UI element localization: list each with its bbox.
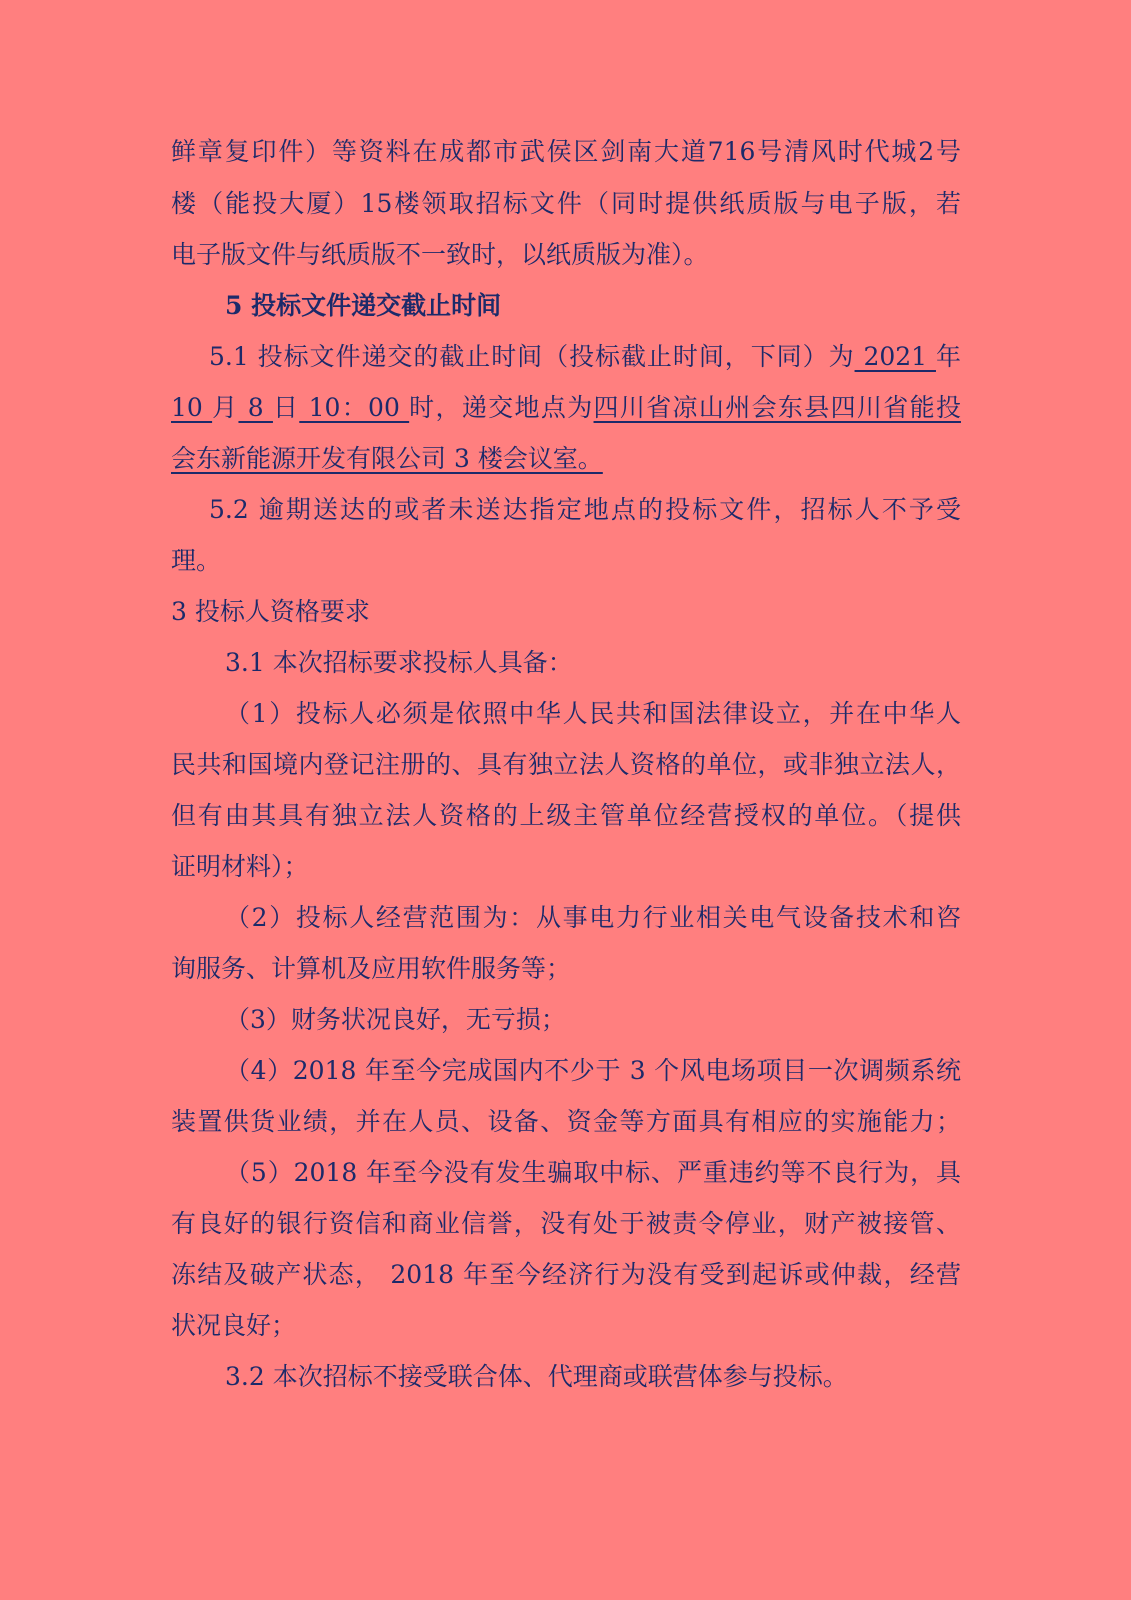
deadline-time: 10：00 [299, 393, 410, 422]
submission-place-cont: 会东新能源开发有限公司 3 楼会议室。 [171, 444, 603, 473]
clause-5-1-line [171, 391, 961, 425]
item-5-line: 冻结及破产状态， 2018 年至今经济行为没有受到起诉或仲裁，经营 [171, 1260, 961, 1289]
deadline-month: 10 [171, 393, 213, 422]
year-unit: 年 [935, 342, 961, 371]
item-4-line: （4）2018 年至今完成国内不少于 3 个风电场项目一次调频系统 [225, 1056, 961, 1085]
item-5-line: （5）2018 年至今没有发生骗取中标、严重违约等不良行为，具 [225, 1158, 961, 1187]
item-1-line: 民共和国境内登记注册的、具有独立法人资格的单位，或非独立法人， [171, 750, 961, 779]
item-1-line: 证明材料）； [171, 852, 309, 881]
clause-5-1-mid: 时，递交地点为 [409, 393, 594, 422]
item-5-line: 状况良好； [171, 1311, 297, 1340]
item-2-line: 询服务、计算机及应用软件服务等； [171, 954, 572, 983]
section-heading-5: 5 投标文件递交截止时间 [225, 291, 502, 320]
item-1-line: （1）投标人必须是依照中华人民共和国法律设立，并在中华人 [225, 699, 961, 728]
clause-3-1: 3.1 本次招标要求投标人具备： [225, 648, 573, 677]
section-heading-3: 3 投标人资格要求 [171, 597, 370, 626]
deadline-day: 8 [238, 393, 273, 422]
clause-5-1-prefix: 5.1 投标文件递交的截止时间（投标截止时间，下同）为 [209, 342, 855, 371]
item-5-line: 有良好的银行资信和商业信誉，没有处于被责令停业，财产被接管、 [171, 1209, 961, 1238]
item-4-line: 装置供货业绩，并在人员、设备、资金等方面具有相应的实施能力； [171, 1107, 961, 1136]
submission-place: 四川省凉山州会东县四川省能投 [593, 393, 961, 422]
clause-5-1-line [171, 442, 961, 476]
clause-5-2-line: 5.2 逾期送达的或者未送达指定地点的投标文件，招标人不予受 [209, 495, 961, 524]
paragraph-line: 电子版文件与纸质版不一致时，以纸质版为准）。 [171, 240, 709, 269]
paragraph-line: 鲜章复印件）等资料在成都市武侯区剑南大道716号清风时代城2号 [171, 137, 961, 166]
item-1-line: 但有由其具有独立法人资格的上级主管单位经营授权的单位。（提供 [171, 801, 961, 830]
day-unit: 日 [272, 393, 300, 422]
item-2-line: （2）投标人经营范围为：从事电力行业相关电气设备技术和咨 [225, 903, 961, 932]
paragraph-line: 楼（能投大厦）15楼领取招标文件（同时提供纸质版与电子版，若 [171, 189, 961, 218]
clause-3-2: 3.2 本次招标不接受联合体、代理商或联营体参与投标。 [225, 1362, 848, 1391]
month-unit: 月 [212, 393, 239, 422]
deadline-year: 2021 [854, 342, 936, 371]
clause-5-2-line: 理。 [171, 546, 222, 575]
clause-5-1-line [209, 340, 961, 374]
item-3-line: （3）财务状况良好，无亏损； [225, 1005, 566, 1034]
